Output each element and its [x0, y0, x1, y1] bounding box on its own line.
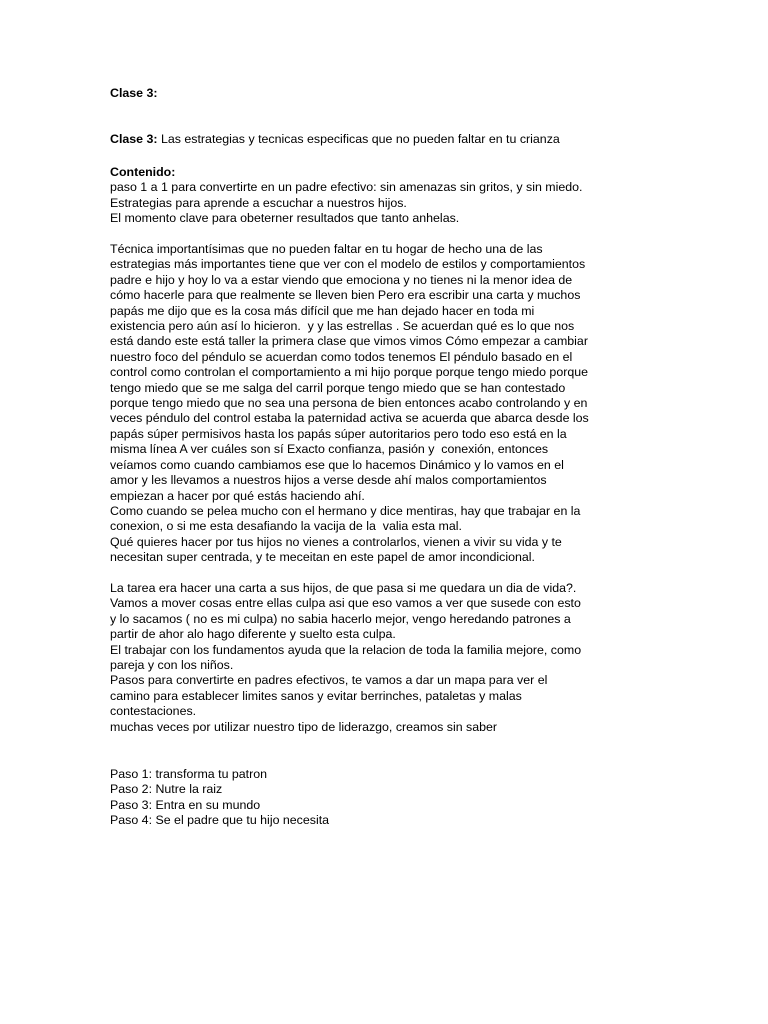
step-item: Paso 2: Nutre la raiz: [110, 782, 223, 797]
paragraph-line: Como cuando se pelea mucho con el hermano y dice mentiras, hay que trabajar en la: [110, 503, 581, 518]
paragraph-line: veces péndulo del control estaba la paternidad activa se acuerda que abarca desde los: [110, 411, 589, 426]
paragraph-line: nuestro foco del péndulo se acuerdan como todos tenemos El péndulo basado en el: [110, 349, 573, 364]
paragraph-line: papás me dijo que es la cosa más difícil que me han dejado hacer en toda mi: [110, 303, 535, 318]
paragraph-line: porque tengo miedo que no sea una persona de bien entonces acabo controlando y en: [110, 396, 588, 411]
paragraph-line: Técnica importantísimas que no pueden faltar en tu hogar de hecho una de las: [110, 242, 543, 256]
paragraph-line: Pasos para convertirte en padres efectivos, te vamos a dar un mapa para ver el: [110, 673, 548, 688]
paragraph-line: conexion, o si me esta desafiando la vacija de la valia esta mal.: [110, 519, 462, 534]
paragraph-line: control como controlan el comportamiento a mi hijo porque porque tengo miedo porque: [110, 365, 589, 380]
paragraph-line: muchas veces por utilizar nuestro tipo de liderazgo, creamos sin saber: [110, 719, 498, 734]
paragraph-line: El trabajar con los fundamentos ayuda que la relacion de toda la familia mejore, como: [110, 642, 582, 657]
paragraph-line: Vamos a mover cosas entre ellas culpa asi que eso vamos a ver que susede con esto: [110, 596, 581, 611]
task-paragraph: [110, 581, 581, 735]
class-subtitle: [110, 132, 560, 147]
paragraph-line: Qué quieres hacer por tus hijos no vienes a controlarlos, vienen a vivir su vida y te: [110, 534, 562, 549]
paragraph-line: veíamos como cuando cambiamos ese que lo hacemos Dinámico y lo vamos en el: [110, 457, 564, 472]
contents-line: El momento clave para obeterner resultados que tanto anhelas.: [110, 211, 460, 226]
contents-label: Contenido:: [110, 165, 176, 179]
paragraph-line: La tarea era hacer una carta a sus hijos, de que pasa si me quedara un dia de vida?.: [110, 581, 577, 595]
paragraph-line: padre e hijo y hoy lo va a estar viendo que emociona y no tienes ni la menor idea de: [110, 272, 573, 287]
paragraph-line: camino para establecer limites sanos y evitar berrinches, pataletas y malas: [110, 688, 522, 703]
step-item: Paso 1: transforma tu patron: [110, 767, 268, 781]
paragraph-line: misma línea A ver cuáles son sí Exacto confianza, pasión y conexión, entonces: [110, 442, 549, 457]
steps-list: [110, 767, 329, 829]
step-item: Paso 4: Se el padre que tu hijo necesita: [110, 813, 330, 828]
paragraph-line: pareja y con los niños.: [110, 658, 234, 673]
paragraph-line: necesitan super centrada, y te meceitan en este papel de amor incondicional.: [110, 550, 535, 565]
subtitle-text: Las estrategias y tecnicas especificas que no pueden faltar en tu crianza: [157, 132, 560, 146]
paragraph-line: cómo hacerle para que realmente se lleven bien Pero era escribir una carta y muchos: [110, 288, 581, 303]
contents-section: [110, 165, 582, 227]
paragraph-line: existencia pero aún así lo hicieron. y y las estrellas . Se acuerdan qué es lo que nos: [110, 319, 575, 334]
step-item: Paso 3: Entra en su mundo: [110, 797, 261, 812]
technique-paragraph: [110, 242, 589, 566]
paragraph-line: partir de ahor alo hago diferente y suelto esta culpa.: [110, 627, 396, 642]
paragraph-line: tengo miedo que se me salga del carril porque tengo miedo que se han contestado: [110, 380, 566, 395]
paragraph-line: papás súper permisivos hasta los papás súper autoritarios pero todo eso está en la: [110, 426, 567, 441]
subtitle-label: Clase 3:: [110, 132, 158, 146]
paragraph-line: está dando este está taller la primera clase que vimos vimos Cómo empezar a cambiar: [110, 334, 588, 349]
page-heading: Clase 3:: [110, 86, 158, 100]
paragraph-line: contestaciones.: [110, 704, 197, 719]
paragraph-line: empiezan a hacer por qué estás haciendo ahí.: [110, 488, 365, 503]
paragraph-line: y lo sacamos ( no es mi culpa) no sabia hacerlo mejor, vengo heredando patrones a: [110, 611, 571, 626]
contents-line: Estrategias para aprende a escuchar a nuestros hijos.: [110, 195, 407, 210]
paragraph-line: amor y les llevamos a nuestros hijos a verse desde ahí malos comportamientos: [110, 473, 547, 488]
paragraph-line: estrategias más importantes tiene que ver con el modelo de estilos y comportamientos: [110, 257, 586, 272]
contents-line: paso 1 a 1 para convertirte en un padre efectivo: sin amenazas sin gritos, y sin miedo.: [110, 180, 583, 195]
